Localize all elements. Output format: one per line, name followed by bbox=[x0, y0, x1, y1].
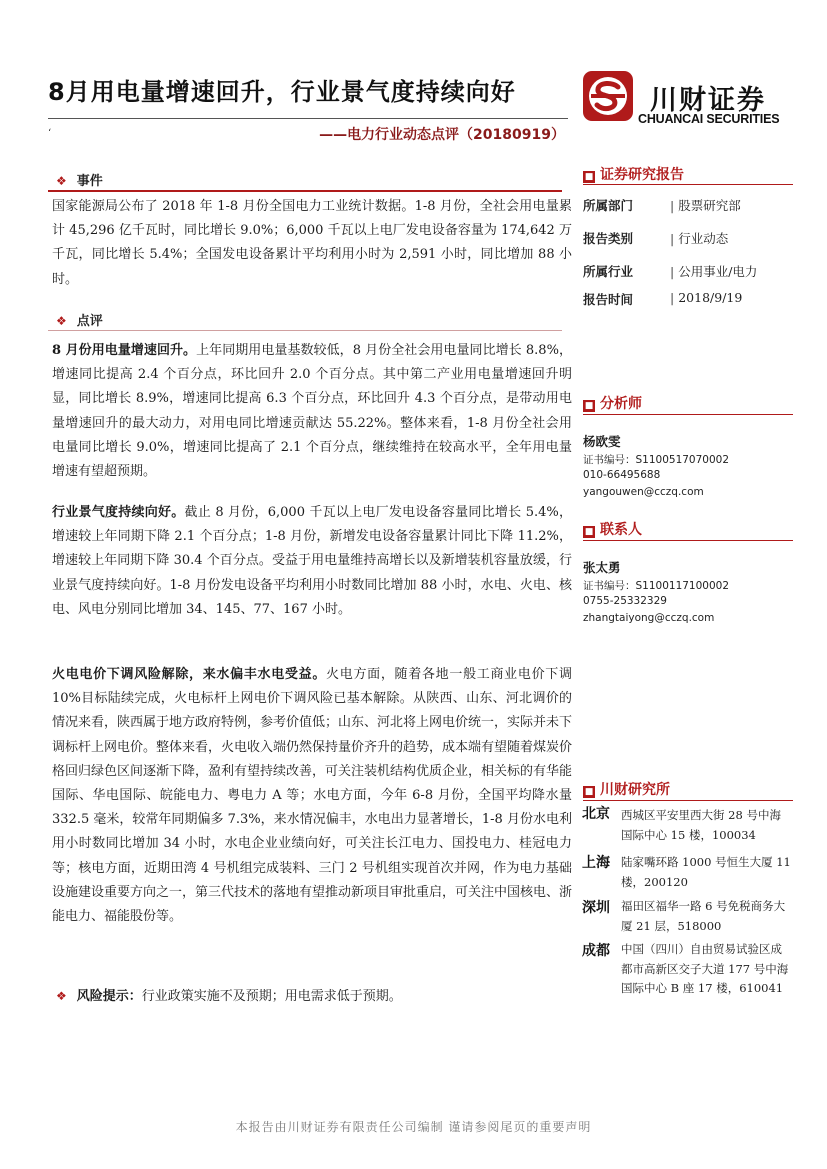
info-value-category: | 行业动态 bbox=[670, 229, 728, 247]
info-label-industry: 所属行业 bbox=[583, 264, 634, 279]
analyst-email[interactable]: yangouwen@cczq.com bbox=[583, 486, 704, 498]
logo-name-cn: 川财证券 bbox=[650, 85, 766, 116]
contact-cert: 证书编号：S1100117100002 bbox=[583, 580, 730, 592]
analyst-name: 杨欧雯 bbox=[583, 434, 621, 449]
logo-name-en: CHUANCAI SECURITIES bbox=[638, 112, 780, 126]
sidebar-institute-heading bbox=[583, 779, 670, 799]
sidebar-divider bbox=[583, 800, 793, 801]
comment-paragraph-3 bbox=[52, 663, 572, 929]
analyst-cert: 证书编号：S1100517070002 bbox=[583, 454, 730, 466]
contact-email[interactable]: zhangtaiyong@cczq.com bbox=[583, 612, 715, 624]
office-address-shenzhen: 福田区福华一路 6 号免税商务大厦 21 层，518000 bbox=[621, 899, 786, 933]
comment-paragraph-1 bbox=[52, 339, 572, 484]
office-city-shanghai: 上海 bbox=[582, 855, 610, 871]
info-label-category: 报告类别 bbox=[583, 231, 634, 246]
sidebar-divider bbox=[583, 184, 793, 185]
event-paragraph: 国家能源局公布了 2018 年 1-8 月份全国电力工业统计数据。1-8 月份，全社会用电量累计 45,296 亿千瓦时，同比增长 9.0%；6,000 千瓦以上电厂发电设备容量为 174,642 万千瓦，同比增长 5.4%；全国发电设备累计平均利用小时为 2,591 小时，同比增加 88 小时。 bbox=[52, 199, 572, 287]
section-comment-heading bbox=[56, 310, 103, 329]
sidebar-contact-heading bbox=[583, 519, 642, 539]
paragraph-body: 火电方面，随着各地一般工商业电价下调 10%目标陆续完成，火电标杆上网电价下调风险已基本解除。从陕西、山东、河北调价的情况来看，陕西属于地方政府特例，参考价值低；山东、河北将上网电价统一，实际并未下调标杆上网电价。整体来看，火电收入端仍然保持量价齐升的趋势，成本端有望随着煤炭价格回归绿色区间逐渐下降，盈利有望持续改善，可关注装机结构优质企业，相关标的有华能国际、华电国际、皖能电力、粤电力 A 等；水电方面，今年 6-8 月份，全国平均降水量 332.5 毫米，较常年同期偏多 7.3%，来水情况偏丰，水电出力显著增长，1-8 月份水电利用小时数同比增加 34 小时，水电企业业绩向好，可关注长江电力、国投电力、桂冠电力等；核电方面，近期田湾 4 号机组完成装料、三门 2 号机组实现首次并网，作为电力基础设施建设重要方向之一，第三代技术的落地有望推动新项目审批重启，可关注中国核电、浙能电力、福能股份等。 bbox=[52, 667, 573, 925]
section-event-title: 事件 bbox=[76, 174, 103, 189]
paragraph-lead: 行业景气度持续向好。 bbox=[52, 505, 185, 520]
sidebar-report-title: 证券研究报告 bbox=[600, 167, 684, 183]
paragraph-lead: 8 月份用电量增速回升。 bbox=[52, 343, 197, 358]
sidebar-institute-title: 川财研究所 bbox=[600, 782, 670, 798]
report-subtitle: ——电力行业动态点评（20180919） bbox=[319, 127, 565, 143]
info-value-industry: | 公用事业/电力 bbox=[670, 262, 757, 280]
sidebar-analyst-heading bbox=[583, 393, 642, 413]
sidebar-analyst-title: 分析师 bbox=[600, 396, 642, 412]
sidebar-contact-title: 联系人 bbox=[600, 522, 642, 538]
contact-name: 张太勇 bbox=[583, 560, 621, 575]
red-square-icon: ■ bbox=[584, 787, 594, 797]
info-label-date: 报告时间 bbox=[583, 292, 634, 307]
section-event-heading bbox=[56, 170, 103, 189]
diamond-cluster-icon: ❖ bbox=[56, 174, 67, 188]
info-value-date: | 2018/9/19 bbox=[670, 290, 742, 305]
title-rule bbox=[48, 118, 568, 119]
chuancai-logo-icon bbox=[582, 70, 634, 122]
report-title: 8月用电量增速回升，行业景气度持续向好 bbox=[48, 78, 516, 106]
office-city-chengdu: 成都 bbox=[582, 943, 610, 959]
risk-text: 行业政策实施不及预期；用电需求低于预期。 bbox=[141, 989, 402, 1004]
sidebar-report-heading bbox=[583, 164, 684, 184]
risk-title: 风险提示： bbox=[76, 989, 142, 1004]
comment-paragraph-2 bbox=[52, 501, 572, 622]
red-square-icon: ■ bbox=[584, 401, 594, 411]
diamond-cluster-icon: ❖ bbox=[56, 989, 67, 1003]
paragraph-body: 截止 8 月份，6,000 千瓦以上电厂发电设备容量同比增长 5.4%，增速较上年同期下降 2.1 个百分点；1-8 月份，新增发电设备容量累计同比下降 11.2%，增速较上年同期下降 30.4 个百分点。受益于用电量维持高增长以及新增装机容量放缓，行业景气度持续向好。1-8 月份发电设备平均利用小时数同比增加 88 小时，水电、火电、核电、风电分别同比增加 34、145、77、167 小时。 bbox=[52, 505, 572, 617]
sidebar-divider bbox=[583, 414, 793, 415]
section-divider bbox=[48, 190, 562, 192]
section-comment-title: 点评 bbox=[76, 314, 103, 329]
section-divider bbox=[48, 330, 562, 331]
office-address-chengdu: 中国（四川）自由贸易试验区成都市高新区交子大道 177 号中海国际中心 B 座 17 楼，610041 bbox=[621, 942, 789, 996]
risk-line bbox=[52, 984, 572, 1009]
contact-phone: 0755-25332329 bbox=[583, 595, 667, 607]
info-label-dept: 所属部门 bbox=[583, 198, 634, 213]
paragraph-lead: 火电电价下调风险解除，来水偏丰水电受益。 bbox=[52, 667, 327, 682]
red-square-icon: ■ bbox=[584, 172, 594, 182]
info-value-dept: | 股票研究部 bbox=[670, 196, 741, 214]
analyst-phone: 010-66495688 bbox=[583, 469, 661, 481]
office-city-beijing: 北京 bbox=[582, 806, 610, 822]
office-city-shenzhen: 深圳 bbox=[582, 900, 610, 916]
sidebar-divider bbox=[583, 540, 793, 541]
rule-mark: ‘ bbox=[48, 128, 52, 139]
paragraph-body: 上年同期用电量基数较低，8 月份全社会用电量同比增长 8.8%，增速同比提高 2.4 个百分点，环比回升 2.0 个百分点。其中第二产业用电量增速回升明显，同比增长 8.9%，增速同比提高 6.3 个百分点，环比回升 4.3 个百分点，是带动用电量增速回升的最大动力，对用电同比增速贡献达 55.22%。整体来看，1-8 月份全社会用电量同比增长 9.0%，增速同比提高了 2.1 个百分点，继续维持在较高水平，全年用电量增速有望超预期。 bbox=[52, 343, 572, 480]
diamond-cluster-icon: ❖ bbox=[56, 314, 67, 328]
office-address-shanghai: 陆家嘴环路 1000 号恒生大厦 11 楼，200120 bbox=[621, 855, 791, 889]
page-footer: 本报告由川财证券有限责任公司编制 谨请参阅尾页的重要声明 bbox=[235, 1120, 592, 1134]
office-address-beijing: 西城区平安里西大街 28 号中海国际中心 15 楼，100034 bbox=[621, 808, 781, 842]
red-square-icon: ■ bbox=[584, 527, 594, 537]
